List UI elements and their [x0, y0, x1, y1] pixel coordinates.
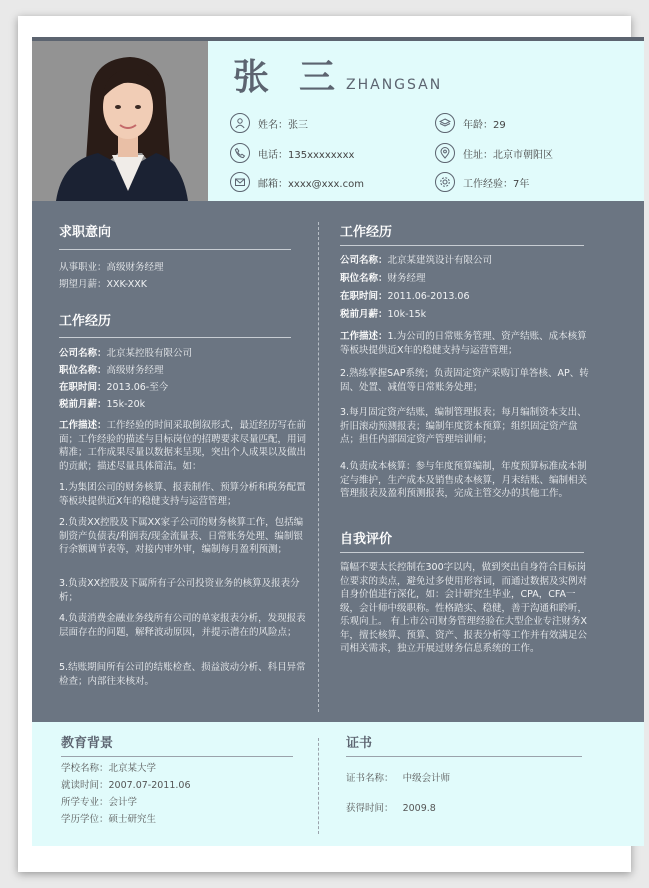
- work-right-role: 职位名称：财务经理: [340, 273, 426, 284]
- self-eval-title: 自我评价: [340, 532, 393, 547]
- mail-icon: [230, 172, 250, 192]
- info-age: [435, 113, 506, 133]
- gear-icon: [435, 172, 455, 192]
- work-left-item: 3.负责XX控股及下属所有子公司投资业务的核算及报表分析；: [59, 578, 300, 603]
- work-left-desc: 工作描述：工作经验的时间采取倒叙形式，最近经历写在前面；工作经验的描述与目标岗位的招聘要求尽量匹配，用词精准；工作成果尽量以数据来呈现，突出个人成果以及做出的贡献；描述尽量具体简洁。如：: [59, 420, 307, 472]
- work-right-item: 3.每月固定资产结账，编制管理报表；每月编制资本支出、折旧滚动预测报表；编制年度资本预算；组织固定资产盘点；担任内部固定资产管理培训师；: [340, 407, 587, 445]
- certificate-title: 证书: [346, 736, 373, 751]
- work-left-rule: [59, 337, 291, 338]
- work-right-desc: 工作描述：1.为公司的日常账务管理、资产结账、成本核算等板块提供近X年的稳健支持与运营管理；: [340, 331, 587, 356]
- intent-position: 从事职业：高级财务经理: [59, 262, 164, 273]
- info-phone: [230, 143, 354, 163]
- certificate-rule: [346, 756, 582, 757]
- education-rule: [61, 756, 293, 757]
- education-degree: 学历学位：硕士研究生: [61, 814, 157, 825]
- work-left-item: 2.负责XX控股及下属XX家子公司的财务核算工作，包括编制资产负债表/利润表/现金流量表、日常账务处理、编制银行余额调节表等，对接内审外审，编制每月盈利预测；: [59, 517, 304, 555]
- work-left-company: 公司名称：北京某控股有限公司: [59, 348, 193, 359]
- certificate-date: 获得时间： 2009.8: [346, 803, 436, 814]
- intent-title: 求职意向: [59, 225, 112, 240]
- work-right-title: 工作经历: [340, 225, 393, 240]
- intent-salary: 期望月薪：XXK-XXK: [59, 279, 147, 290]
- info-name: [230, 113, 308, 133]
- info-email: [230, 172, 364, 192]
- education-major: 所学专业：会计学: [61, 797, 138, 808]
- work-right-item: 4.负责成本核算：参与年度预算编制，年度预算标准成本制定与维护，生产成本及销售成本核算，月末结账、编制相关管理报表及盈利预测报表，完成主管交办的其他工作。: [340, 461, 588, 499]
- name-english: ZHANGSAN: [346, 77, 443, 93]
- profile-photo: [32, 41, 208, 201]
- info-address: [435, 143, 553, 163]
- work-left-item: 1.为集团公司的财务核算、报表制作、预算分析和税务配置等板块提供近X年的稳健支持与运营管理；: [59, 482, 306, 507]
- bottom-divider: [318, 738, 319, 834]
- work-left-title: 工作经历: [59, 314, 112, 329]
- phone-icon: [230, 143, 250, 163]
- work-left-salary: 税前月薪：15k-20k: [59, 399, 146, 410]
- work-right-item: 2.熟练掌握SAP系统；负责固定资产采购订单答核、AP、转固、处置、减值等日常账务处理；: [340, 368, 589, 393]
- work-left-period: 在职时间：2013.06-至今: [59, 382, 169, 393]
- education-title: 教育背景: [61, 736, 114, 751]
- work-left-item: 5.结账期间所有公司的结账检查、损益波动分析、科目异常检查；内部往来核对。: [59, 662, 306, 687]
- self-eval-text: 篇幅不要太长控制在300字以内，做到突出自身符合目标岗位要求的卖点，避免过多使用形容词，而通过数据及实例对自身价值进行深化，如：会计研究生毕业，CPA，CFA一级，会计师中级职称。性格踏实、稳健，善于沟通和聆听，乐观向上。 有上市公司财务管理经验在大型企业专注财务X年，擅长核算、预算、资产、报表分析等工作并有效满足公司相关需求，独立开展过财务信息系统的工作。: [340, 562, 588, 654]
- education-period: 就读时间：2007.07-2011.06: [61, 780, 191, 791]
- info-name-text: 姓名：张三: [258, 119, 308, 131]
- user-icon: [230, 113, 250, 133]
- intent-rule: [59, 249, 291, 250]
- info-address-text: 住址：北京市朝阳区: [463, 149, 553, 161]
- name-chinese: 张三: [233, 57, 366, 98]
- work-left-item: 4.负责消费金融业务线所有公司的单家报表分析，发现报表层面存在的问题，解释波动原因，并提示潜在的风险点；: [59, 613, 306, 638]
- education-school: 学校名称：北京某大学: [61, 763, 157, 774]
- info-email-text: 邮箱：xxxx@xxx.com: [258, 178, 364, 190]
- layers-icon: [435, 113, 455, 133]
- work-right-rule: [340, 245, 584, 246]
- certificate-name: 证书名称： 中级会计师: [346, 773, 451, 784]
- self-eval-rule: [340, 552, 584, 553]
- info-phone-text: 电话：135xxxxxxxx: [258, 149, 355, 161]
- info-experience-text: 工作经验：7年: [463, 178, 530, 190]
- work-right-period: 在职时间：2011.06-2013.06: [340, 291, 470, 302]
- column-divider: [318, 222, 319, 712]
- location-icon: [435, 143, 455, 163]
- info-age-text: 年龄：29: [463, 119, 506, 131]
- work-left-role: 职位名称：高级财务经理: [59, 365, 164, 376]
- work-right-company: 公司名称：北京某建筑设计有限公司: [340, 255, 493, 266]
- info-experience: [435, 172, 529, 192]
- work-right-salary: 税前月薪：10k-15k: [340, 309, 427, 320]
